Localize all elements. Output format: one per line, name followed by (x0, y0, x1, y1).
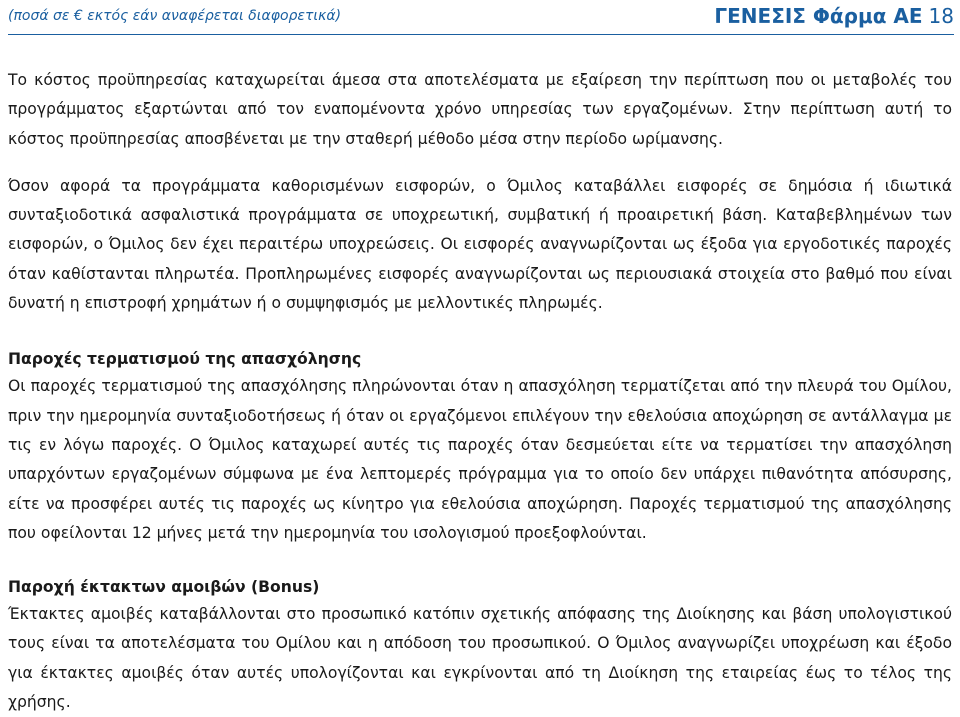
currency-note: (ποσά σε € εκτός εάν αναφέρεται διαφορετικά) (8, 8, 342, 24)
company-name: ΓΕΝΕΣΙΣ Φάρμα ΑΕ (714, 4, 923, 28)
heading-bonus: Παροχή έκτακτων αμοιβών (Bonus) (8, 578, 320, 597)
paragraph-defined-contribution: Όσον αφορά τα προγράμματα καθορισμένων εισφορών, ο Όμιλος καταβάλλει εισφορές σε δημόσια ή ιδιωτικά συνταξιοδοτικά ασφαλιστικά προγράμματα σε υποχρεωτική, συμβατική ή προαιρετική βάση. Καταβεβλημένων των εισφορών, ο Όμιλος δεν έχει περαιτέρω υποχρεώσεις. Οι εισφορές αναγνωρίζονται ως έξοδα για εργοδοτικές παροχές όταν καθίστανται πληρωτέα. Προπληρωμένες εισφορές αναγνωρίζονται ως περιουσιακά στοιχεία στο βαθμό που είναι δυνατή η επιστροφή χρημάτων ή ο συμψηφισμός με μελλοντικές πληρωμές. (8, 176, 952, 313)
page-header (8, 4, 954, 30)
paragraph-bonus: Έκτακτες αμοιβές καταβάλλονται στο προσωπικό κατόπιν σχετικής απόφασης της Διοίκησης και βάση υπολογιστικού τους είναι τα αποτελέσματα του Ομίλου και η απόδοση του προσωπικού. Ο Όμιλος αναγνωρίζει υποχρέωση και έξοδο για έκτακτες αμοιβές όταν αυτές υπολογίζονται και εγκρίνονται από τη Διοίκηση της εταιρείας έως το τέλος της χρήσης. (8, 605, 952, 712)
paragraph-termination-benefits: Οι παροχές τερματισμού της απασχόλησης πληρώνονται όταν η απασχόληση τερματίζεται από την πλευρά του Ομίλου, πριν την ημερομηνία συνταξιοδοτήσεως ή όταν οι εργαζόμενοι επιλέγουν την εθελούσια αποχώρηση σε αντάλλαγμα με τις εν λόγω παροχές. Ο Όμιλος καταχωρεί αυτές τις παροχές όταν δεσμεύεται είτε να τερματίσει την απασχόληση υπαρχόντων εργαζομένων σύμφωνα με ένα λεπτομερές πρόγραμμα για το οποίο δεν υπάρχει πιθανότητα απόσυρσης, είτε να προσφέρει αυτές τις παροχές ως κίνητρο για εθελούσια αποχώρηση. Παροχές τερματισμού της απασχόλησης που οφείλονται 12 μήνες μετά την ημερομηνία του ισολογισμού προεξοφλούνται. (8, 377, 952, 542)
paragraph-past-service-cost: Το κόστος προϋπηρεσίας καταχωρείται άμεσα στα αποτελέσματα με εξαίρεση την περίπτωση που οι μεταβολές του προγράμματος εξαρτώνται από τον εναπομένοντα χρόνο υπηρεσίας των εργαζομένων. Στην περίπτωση αυτή το κόστος προϋπηρεσίας αποσβένεται με την σταθερή μέθοδο μέσα στην περίοδο ωρίμανσης. (8, 71, 952, 148)
document-body (8, 66, 952, 717)
heading-termination-benefits: Παροχές τερματισμού της απασχόλησης (8, 350, 362, 369)
header-right (714, 4, 954, 28)
header-divider (8, 34, 954, 35)
page-number: 18 (928, 4, 954, 28)
